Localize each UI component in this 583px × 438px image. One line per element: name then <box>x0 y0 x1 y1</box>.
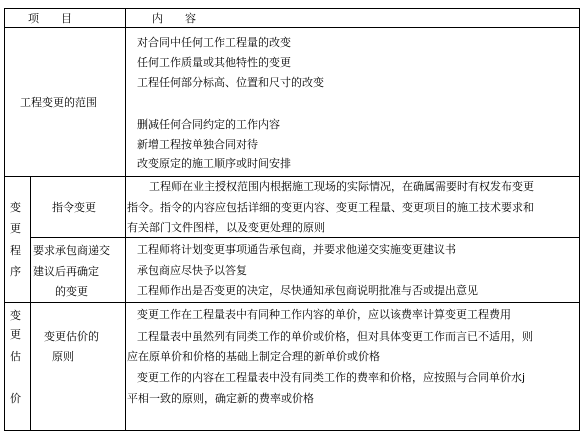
directive-text-line: 工程师在业主授权范围内根据施工现场的实际情况，在确属需要时有权发布变更 <box>149 180 534 193</box>
directive-text-line: 指令。指令的内容应包括详细的变更内容、变更工程量、变更项目的施工技术要求和 <box>127 201 534 214</box>
valuation-text-line: 平相一致的原则，确定新的费率或价格 <box>127 392 314 405</box>
directive-text-line: 有关部门文件图样，以及变更处理的原则 <box>127 221 325 234</box>
scope-bottom-border <box>4 176 580 177</box>
procedure-label-char: 变 <box>10 201 21 214</box>
request-label-line: 要求承包商递交 <box>33 244 110 257</box>
request-text-line: 承包商应尽快予以答复 <box>137 264 247 277</box>
table-left-border <box>4 8 5 431</box>
request-text-line: 工程师将计划变更事项通告承包商，并要求他递交实施变更建议书 <box>137 243 456 256</box>
request-label-line: 建议后再确定 <box>33 265 99 278</box>
procedure-label-char: 序 <box>10 265 21 278</box>
procedure-label-char: 程 <box>10 244 21 257</box>
scope-item: 改变原定的施工顺序或时间安排 <box>137 157 291 170</box>
valuation-subdivider <box>30 302 31 431</box>
scope-item: 新增工程按单独合同对待 <box>137 138 258 151</box>
principle-label-line: 原则 <box>52 350 74 363</box>
valuation-text-line: 变更工作的内容在工程量表中没有同类工作的费率和价格，应按照与合同单价水j <box>137 371 526 384</box>
header-content-label: 内 容 <box>152 12 196 25</box>
procedure-subdivider <box>30 176 31 303</box>
valuation-label-char: 变 <box>10 309 21 322</box>
column-divider <box>125 8 126 431</box>
valuation-text-line: 变更工作在工程量表中有同种工作内容的单价，应以该费率计算变更工程费用 <box>137 308 511 321</box>
scope-label: 工程变更的范围 <box>20 96 97 109</box>
scope-item: 工程任何部分标高、位置和尺寸的改变 <box>137 76 324 89</box>
header-item-label: 项 目 <box>28 12 72 25</box>
table-top-border <box>4 8 580 9</box>
table-right-border <box>579 8 580 431</box>
scope-item: 删减任何合同约定的工作内容 <box>137 118 280 131</box>
request-label-line: 的变更 <box>55 285 88 298</box>
valuation-label-char: 更 <box>10 328 21 341</box>
directive-label: 指令变更 <box>52 201 96 214</box>
valuation-text-line: 应在原单价和价格的基础上制定合理的新单价或价格 <box>127 350 380 363</box>
principle-label-line: 变更估价的 <box>44 330 99 343</box>
table-bottom-border <box>4 430 580 431</box>
procedure-bottom-border <box>4 302 580 303</box>
scope-item: 对合同中任何工作工程量的改变 <box>137 36 291 49</box>
directive-bottom-border <box>30 237 580 238</box>
procedure-label-char: 更 <box>10 222 21 235</box>
valuation-label-char: 价 <box>10 392 21 405</box>
valuation-label-char: 估 <box>10 350 21 363</box>
request-text-line: 工程师作出是否变更的决定，尽快通知承包商说明批准与否或提出意见 <box>137 284 478 297</box>
scope-item: 任何工作质量或其他特性的变更 <box>137 56 291 69</box>
valuation-text-line: 工程量表中虽然列有同类工作的单价或价格，但对具体变更工作而言已不适用，则 <box>137 330 533 343</box>
header-bottom-border <box>4 27 580 28</box>
